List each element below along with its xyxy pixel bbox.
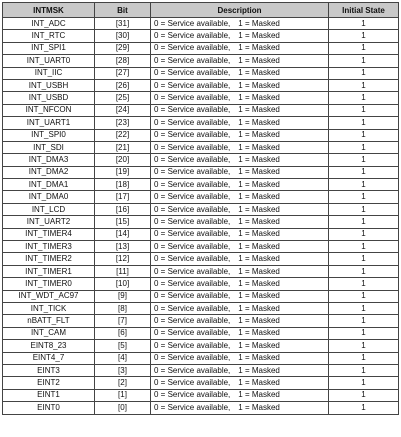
cell-initial-state: 1 <box>329 315 399 327</box>
cell-bit: [3] <box>95 364 151 376</box>
cell-initial-state: 1 <box>329 191 399 203</box>
description-available: 0 = Service available, <box>154 117 231 127</box>
description-available: 0 = Service available, <box>154 278 231 288</box>
description-available: 0 = Service available, <box>154 340 231 350</box>
cell-initial-state: 1 <box>329 327 399 339</box>
cell-initial-state: 1 <box>329 92 399 104</box>
cell-bit: [26] <box>95 79 151 91</box>
table-row <box>3 265 399 277</box>
cell-initial-state: 1 <box>329 228 399 240</box>
cell-description <box>151 290 329 302</box>
description-masked: 1 = Masked <box>238 303 280 313</box>
description-available: 0 = Service available, <box>154 229 231 239</box>
table-row <box>3 42 399 54</box>
cell-description <box>151 253 329 265</box>
cell-description <box>151 216 329 228</box>
cell-initial-state: 1 <box>329 117 399 129</box>
description-available: 0 = Service available, <box>154 365 231 375</box>
cell-initial-state: 1 <box>329 166 399 178</box>
cell-bit: [10] <box>95 278 151 290</box>
cell-interrupt-name: INT_TIMER1 <box>3 265 95 277</box>
cell-bit: [21] <box>95 141 151 153</box>
cell-bit: [27] <box>95 67 151 79</box>
cell-initial-state: 1 <box>329 352 399 364</box>
cell-bit: [7] <box>95 315 151 327</box>
cell-bit: [12] <box>95 253 151 265</box>
table-row <box>3 18 399 30</box>
cell-description <box>151 377 329 389</box>
description-masked: 1 = Masked <box>238 68 280 78</box>
cell-description <box>151 179 329 191</box>
description-available: 0 = Service available, <box>154 167 231 177</box>
cell-description <box>151 402 329 414</box>
description-masked: 1 = Masked <box>238 204 280 214</box>
cell-description <box>151 228 329 240</box>
table-row <box>3 340 399 352</box>
cell-description <box>151 79 329 91</box>
description-masked: 1 = Masked <box>238 378 280 388</box>
table-row <box>3 154 399 166</box>
cell-bit: [29] <box>95 42 151 54</box>
description-masked: 1 = Masked <box>238 105 280 115</box>
description-masked: 1 = Masked <box>238 291 280 301</box>
cell-bit: [31] <box>95 18 151 30</box>
table-row <box>3 241 399 253</box>
description-available: 0 = Service available, <box>154 390 231 400</box>
description-masked: 1 = Masked <box>238 402 280 412</box>
table-row <box>3 315 399 327</box>
table-row <box>3 117 399 129</box>
cell-initial-state: 1 <box>329 253 399 265</box>
description-masked: 1 = Masked <box>238 216 280 226</box>
cell-bit: [9] <box>95 290 151 302</box>
cell-description <box>151 154 329 166</box>
cell-interrupt-name: INT_DMA2 <box>3 166 95 178</box>
table-row <box>3 377 399 389</box>
cell-initial-state: 1 <box>329 42 399 54</box>
table-body <box>3 18 399 415</box>
cell-interrupt-name: INT_UART2 <box>3 216 95 228</box>
table-row <box>3 179 399 191</box>
table-row <box>3 129 399 141</box>
cell-interrupt-name: EINT1 <box>3 389 95 401</box>
table-row <box>3 253 399 265</box>
cell-bit: [17] <box>95 191 151 203</box>
table-row <box>3 191 399 203</box>
cell-interrupt-name: INT_RTC <box>3 30 95 42</box>
cell-initial-state: 1 <box>329 18 399 30</box>
table-row <box>3 278 399 290</box>
table-row <box>3 389 399 401</box>
cell-initial-state: 1 <box>329 141 399 153</box>
cell-description <box>151 315 329 327</box>
cell-bit: [14] <box>95 228 151 240</box>
description-available: 0 = Service available, <box>154 179 231 189</box>
cell-description <box>151 241 329 253</box>
description-masked: 1 = Masked <box>238 365 280 375</box>
description-masked: 1 = Masked <box>238 328 280 338</box>
description-available: 0 = Service available, <box>154 130 231 140</box>
cell-interrupt-name: INT_SDI <box>3 141 95 153</box>
cell-description <box>151 278 329 290</box>
description-masked: 1 = Masked <box>238 142 280 152</box>
cell-description <box>151 30 329 42</box>
table-row <box>3 203 399 215</box>
table-row <box>3 216 399 228</box>
cell-description <box>151 191 329 203</box>
table-row <box>3 79 399 91</box>
description-masked: 1 = Masked <box>238 18 280 28</box>
table-row <box>3 402 399 414</box>
description-masked: 1 = Masked <box>238 43 280 53</box>
cell-bit: [11] <box>95 265 151 277</box>
table-row <box>3 104 399 116</box>
description-masked: 1 = Masked <box>238 316 280 326</box>
description-masked: 1 = Masked <box>238 266 280 276</box>
cell-initial-state: 1 <box>329 302 399 314</box>
table-row <box>3 352 399 364</box>
description-masked: 1 = Masked <box>238 167 280 177</box>
description-masked: 1 = Masked <box>238 192 280 202</box>
cell-description <box>151 340 329 352</box>
cell-bit: [8] <box>95 302 151 314</box>
cell-initial-state: 1 <box>329 389 399 401</box>
table-row <box>3 228 399 240</box>
cell-initial-state: 1 <box>329 241 399 253</box>
cell-bit: [18] <box>95 179 151 191</box>
cell-interrupt-name: INT_NFCON <box>3 104 95 116</box>
cell-bit: [16] <box>95 203 151 215</box>
header-initial-state: Initial State <box>329 3 399 18</box>
description-masked: 1 = Masked <box>238 254 280 264</box>
cell-initial-state: 1 <box>329 129 399 141</box>
cell-interrupt-name: INT_USBH <box>3 79 95 91</box>
cell-description <box>151 42 329 54</box>
cell-initial-state: 1 <box>329 265 399 277</box>
cell-bit: [19] <box>95 166 151 178</box>
cell-interrupt-name: INT_USBD <box>3 92 95 104</box>
description-masked: 1 = Masked <box>238 130 280 140</box>
table-row <box>3 92 399 104</box>
cell-interrupt-name: EINT2 <box>3 377 95 389</box>
description-available: 0 = Service available, <box>154 31 231 41</box>
cell-initial-state: 1 <box>329 55 399 67</box>
intmsk-table-container <box>2 2 399 415</box>
description-masked: 1 = Masked <box>238 340 280 350</box>
cell-bit: [5] <box>95 340 151 352</box>
description-available: 0 = Service available, <box>154 93 231 103</box>
cell-interrupt-name: INT_WDT_AC97 <box>3 290 95 302</box>
table-row <box>3 55 399 67</box>
cell-interrupt-name: EINT0 <box>3 402 95 414</box>
cell-initial-state: 1 <box>329 79 399 91</box>
cell-description <box>151 302 329 314</box>
table-row <box>3 141 399 153</box>
description-available: 0 = Service available, <box>154 204 231 214</box>
description-available: 0 = Service available, <box>154 154 231 164</box>
cell-initial-state: 1 <box>329 377 399 389</box>
cell-description <box>151 104 329 116</box>
table-header-row <box>3 3 399 18</box>
cell-initial-state: 1 <box>329 364 399 376</box>
description-available: 0 = Service available, <box>154 353 231 363</box>
cell-bit: [13] <box>95 241 151 253</box>
cell-initial-state: 1 <box>329 104 399 116</box>
cell-interrupt-name: INT_UART1 <box>3 117 95 129</box>
cell-bit: [0] <box>95 402 151 414</box>
cell-bit: [4] <box>95 352 151 364</box>
cell-description <box>151 166 329 178</box>
description-available: 0 = Service available, <box>154 142 231 152</box>
description-available: 0 = Service available, <box>154 402 231 412</box>
cell-bit: [24] <box>95 104 151 116</box>
cell-interrupt-name: INT_TIMER2 <box>3 253 95 265</box>
cell-initial-state: 1 <box>329 30 399 42</box>
description-masked: 1 = Masked <box>238 31 280 41</box>
cell-initial-state: 1 <box>329 179 399 191</box>
description-available: 0 = Service available, <box>154 216 231 226</box>
description-available: 0 = Service available, <box>154 328 231 338</box>
cell-bit: [15] <box>95 216 151 228</box>
cell-interrupt-name: INT_DMA3 <box>3 154 95 166</box>
description-available: 0 = Service available, <box>154 18 231 28</box>
cell-description <box>151 364 329 376</box>
header-intmsk: INTMSK <box>3 3 95 18</box>
cell-bit: [25] <box>95 92 151 104</box>
cell-bit: [30] <box>95 30 151 42</box>
description-masked: 1 = Masked <box>238 241 280 251</box>
cell-interrupt-name: INT_IIC <box>3 67 95 79</box>
cell-initial-state: 1 <box>329 290 399 302</box>
description-masked: 1 = Masked <box>238 93 280 103</box>
cell-initial-state: 1 <box>329 340 399 352</box>
description-available: 0 = Service available, <box>154 266 231 276</box>
cell-bit: [6] <box>95 327 151 339</box>
cell-bit: [23] <box>95 117 151 129</box>
cell-interrupt-name: INT_UART0 <box>3 55 95 67</box>
cell-description <box>151 55 329 67</box>
intmsk-register-table <box>2 2 399 415</box>
header-description: Description <box>151 3 329 18</box>
cell-description <box>151 117 329 129</box>
cell-description <box>151 18 329 30</box>
table-row <box>3 302 399 314</box>
description-masked: 1 = Masked <box>238 55 280 65</box>
cell-interrupt-name: EINT8_23 <box>3 340 95 352</box>
cell-interrupt-name: INT_ADC <box>3 18 95 30</box>
table-row <box>3 327 399 339</box>
cell-interrupt-name: INT_LCD <box>3 203 95 215</box>
description-masked: 1 = Masked <box>238 154 280 164</box>
description-masked: 1 = Masked <box>238 278 280 288</box>
cell-initial-state: 1 <box>329 216 399 228</box>
cell-interrupt-name: EINT3 <box>3 364 95 376</box>
description-masked: 1 = Masked <box>238 117 280 127</box>
description-masked: 1 = Masked <box>238 229 280 239</box>
cell-bit: [20] <box>95 154 151 166</box>
cell-interrupt-name: INT_SPI0 <box>3 129 95 141</box>
cell-interrupt-name: EINT4_7 <box>3 352 95 364</box>
description-available: 0 = Service available, <box>154 43 231 53</box>
cell-description <box>151 327 329 339</box>
cell-description <box>151 141 329 153</box>
cell-bit: [1] <box>95 389 151 401</box>
cell-interrupt-name: INT_TIMER0 <box>3 278 95 290</box>
cell-description <box>151 67 329 79</box>
cell-interrupt-name: INT_TIMER4 <box>3 228 95 240</box>
description-available: 0 = Service available, <box>154 254 231 264</box>
table-row <box>3 290 399 302</box>
cell-interrupt-name: INT_CAM <box>3 327 95 339</box>
cell-description <box>151 129 329 141</box>
cell-interrupt-name: INT_DMA1 <box>3 179 95 191</box>
description-available: 0 = Service available, <box>154 378 231 388</box>
description-masked: 1 = Masked <box>238 353 280 363</box>
cell-description <box>151 389 329 401</box>
description-available: 0 = Service available, <box>154 192 231 202</box>
table-row <box>3 364 399 376</box>
description-masked: 1 = Masked <box>238 390 280 400</box>
cell-description <box>151 352 329 364</box>
description-masked: 1 = Masked <box>238 179 280 189</box>
table-row <box>3 166 399 178</box>
cell-interrupt-name: INT_SPI1 <box>3 42 95 54</box>
description-available: 0 = Service available, <box>154 303 231 313</box>
table-row <box>3 30 399 42</box>
description-available: 0 = Service available, <box>154 80 231 90</box>
cell-bit: [28] <box>95 55 151 67</box>
cell-interrupt-name: INT_DMA0 <box>3 191 95 203</box>
cell-initial-state: 1 <box>329 154 399 166</box>
cell-interrupt-name: INT_TIMER3 <box>3 241 95 253</box>
description-available: 0 = Service available, <box>154 241 231 251</box>
cell-initial-state: 1 <box>329 402 399 414</box>
cell-bit: [2] <box>95 377 151 389</box>
cell-initial-state: 1 <box>329 203 399 215</box>
description-available: 0 = Service available, <box>154 68 231 78</box>
description-available: 0 = Service available, <box>154 105 231 115</box>
description-available: 0 = Service available, <box>154 316 231 326</box>
cell-initial-state: 1 <box>329 278 399 290</box>
description-available: 0 = Service available, <box>154 291 231 301</box>
cell-description <box>151 265 329 277</box>
cell-interrupt-name: nBATT_FLT <box>3 315 95 327</box>
cell-description <box>151 203 329 215</box>
cell-bit: [22] <box>95 129 151 141</box>
cell-interrupt-name: INT_TICK <box>3 302 95 314</box>
description-masked: 1 = Masked <box>238 80 280 90</box>
table-row <box>3 67 399 79</box>
cell-initial-state: 1 <box>329 67 399 79</box>
header-bit: Bit <box>95 3 151 18</box>
cell-description <box>151 92 329 104</box>
description-available: 0 = Service available, <box>154 55 231 65</box>
